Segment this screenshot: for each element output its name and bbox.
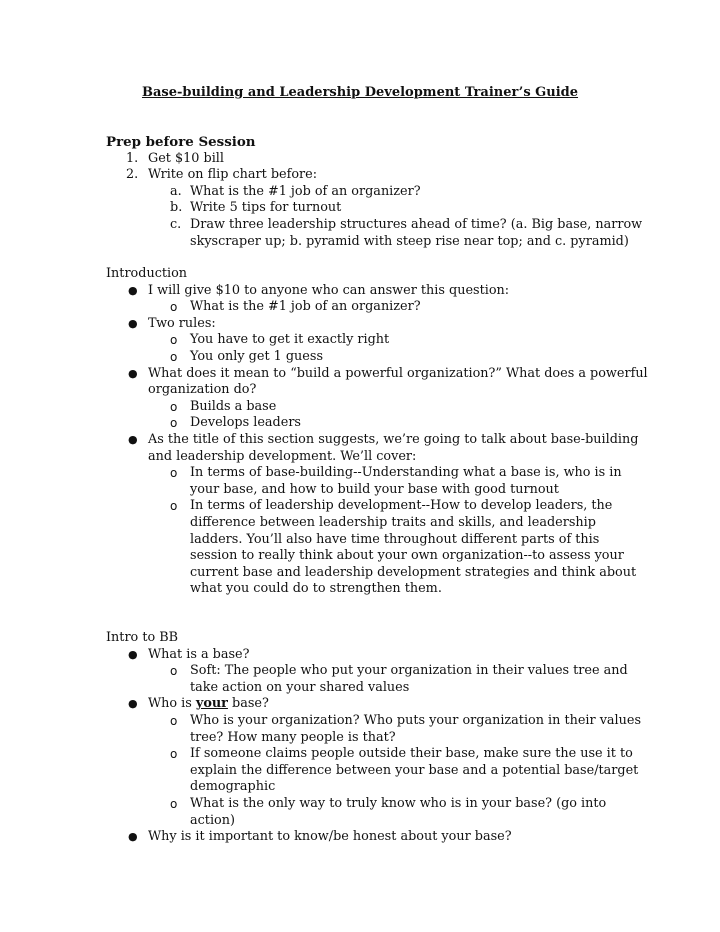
bullet-icon: ● [128,366,138,380]
circle-bullet-icon: o [170,416,178,431]
sub-bullet-item: o In terms of leadership development--How to develop leaders, the [170,498,613,514]
bullet-item-continued: and leadership development. We’ll cover: [148,448,417,464]
bullet-icon: ● [128,283,138,297]
bullet-item: ● Who is your base? [128,696,269,712]
sub-bullet-item-continued: current base and leadership development strategies and think about [190,564,637,580]
circle-bullet-icon: o [170,796,178,811]
sub-bullet-item-continued: take action on your shared values [190,679,410,695]
bullet-icon: ● [128,316,138,330]
bullet-item-continued: organization do? [148,382,257,398]
sub-bullet-item: o Develops leaders [170,415,302,431]
sub-bullet-item: o Builds a base [170,398,277,414]
circle-bullet-icon: o [170,349,178,364]
sub-bullet-item-continued: explain the difference between your base and a potential base/target [190,762,639,778]
bullet-icon: ● [128,830,138,844]
intro-section [0,266,720,598]
bullet-item: ● Why is it important to know/be honest about your base? [128,829,512,845]
list-subitem: a. What is the #1 job of an organizer? [170,183,421,199]
sub-bullet-item-continued: your base, and how to build your base with good turnout [190,481,559,497]
sub-bullet-item-continued: ladders. You’ll also have time throughout different parts of this [190,531,600,547]
list-subitem-continued: skyscraper up; b. pyramid with steep rise near top; and c. pyramid) [190,233,629,249]
sub-bullet-item-continued: action) [190,812,235,828]
sub-bullet-item-continued: difference between leadership traits and skills, and leadership [190,514,596,530]
bullet-item: ● Two rules: [128,315,216,331]
bullet-icon: ● [128,432,138,446]
circle-bullet-icon: o [170,300,178,315]
emphasis-text: your [195,696,228,712]
intro-bb-section [0,630,720,846]
sub-bullet-item: o In terms of base-building--Understanding what a base is, who is in [170,465,622,481]
circle-bullet-icon: o [170,333,178,348]
prep-heading: Prep before Session [106,134,256,150]
bullet-item: ● I will give $10 to anyone who can answer this question: [128,282,510,298]
sub-bullet-item-continued: session to really think about your own organization--to assess your [190,548,624,564]
bullet-item: ● As the title of this section suggests, we’re going to talk about base-building [128,431,639,447]
bullet-item: ● What does it mean to “build a powerful organization?” What does a powerful [128,365,648,381]
sub-bullet-item: o You have to get it exactly right [170,332,390,348]
circle-bullet-icon: o [170,466,178,481]
sub-bullet-item: o You only get 1 guess [170,348,324,364]
bullet-icon: ● [128,647,138,661]
sub-bullet-item: o What is the only way to truly know who is in your base? (go into [170,795,607,811]
circle-bullet-icon: o [170,713,178,728]
intro-heading: Introduction [106,266,188,281]
document-title: Base-building and Leadership Development Trainer’s Guide [141,85,579,100]
circle-bullet-icon: o [170,747,178,762]
bullet-icon: ● [128,697,138,711]
list-subitem: b. Write 5 tips for turnout [170,200,342,216]
sub-bullet-item-continued: demographic [190,779,276,795]
sub-bullet-item: o What is the #1 job of an organizer? [170,299,421,315]
sub-bullet-item-continued: what you could do to strengthen them. [190,581,442,597]
circle-bullet-icon: o [170,664,178,679]
sub-bullet-item-continued: tree? How many people is that? [190,729,396,745]
bullet-item: ● What is a base? [128,646,250,662]
intro-bb-heading: Intro to BB [106,630,179,645]
circle-bullet-icon: o [170,499,178,514]
circle-bullet-icon: o [170,399,178,414]
sub-bullet-item: o If someone claims people outside their base, make sure the use it to [170,746,633,762]
sub-bullet-item: o Soft: The people who put your organization in their values tree and [170,663,628,679]
list-subitem: c. Draw three leadership structures ahead of time? (a. Big base, narrow [170,216,643,232]
list-item: 1. Get $10 bill [126,150,224,166]
sub-bullet-item: o Who is your organization? Who puts your organization in their values [170,712,642,728]
prep-section [0,134,720,250]
list-item: 2. Write on flip chart before: [126,167,318,183]
